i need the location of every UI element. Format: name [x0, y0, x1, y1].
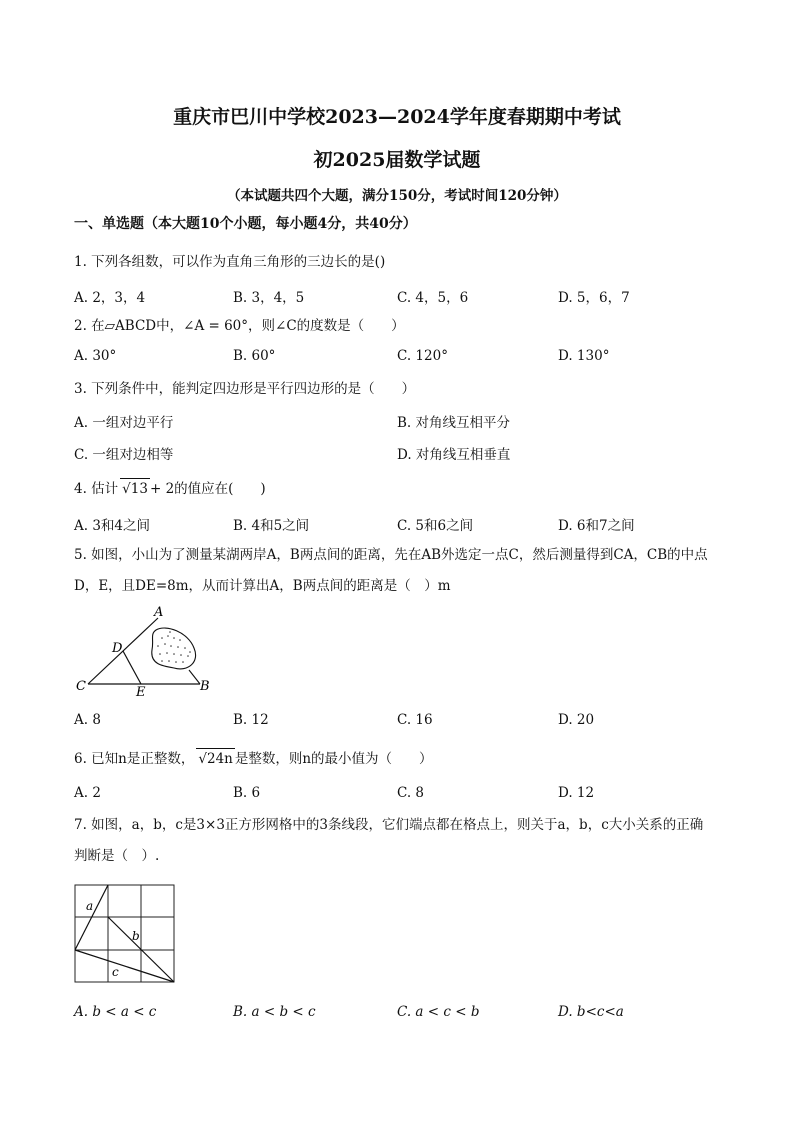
question-6-radicand: 24n [206, 751, 233, 767]
exam-note: （本试题共四个大题，满分150分，考试时间120分钟） [227, 188, 567, 204]
question-1-stem: 1. 下列各组数，可以作为直角三角形的三边长的是() [74, 254, 386, 270]
question-6-option-a: A. 2 [74, 785, 101, 801]
question-1-option-a: A. 2，3，4 [74, 290, 146, 306]
question-5-option-a: A. 8 [74, 712, 101, 728]
question-3-option-b: B. 对角线互相平分 [397, 415, 511, 431]
question-7-option-c: C. a < c < b [397, 1004, 480, 1020]
question-4-stem-suffix: + 2的值应在( ) [149, 481, 266, 497]
question-2-option-d: D. 130° [558, 348, 610, 364]
label-c: C [76, 679, 86, 694]
label-a: A [154, 606, 164, 620]
question-5-option-d: D. 20 [558, 712, 595, 728]
question-4-option-a: A. 3和4之间 [74, 518, 151, 534]
question-4-stem [74, 478, 266, 499]
question-4-option-b: B. 4和5之间 [233, 518, 310, 534]
question-6-option-c: C. 8 [397, 785, 425, 801]
label-b: B [200, 679, 210, 694]
segment-shore-b [189, 670, 200, 684]
segment-c [75, 950, 174, 982]
label-e: E [136, 685, 146, 696]
question-6-stem-prefix: 6. 已知n是正整数， [74, 751, 195, 767]
section-heading: 一、单选题（本大题10个小题，每小题4分，共40分） [74, 216, 417, 232]
question-1-option-c: C. 4，5，6 [397, 290, 469, 306]
question-3-option-d: D. 对角线互相垂直 [397, 447, 511, 463]
lake-shape [152, 628, 196, 669]
question-7-stem: 7. 如图，a，b，c是3×3正方形网格中的3条线段，它们端点都在格点上，则关于a，b，c大小关系的正确判断是（ ）. [74, 817, 704, 864]
question-6-sqrt: √24n [196, 748, 234, 769]
question-6-option-d: D. 12 [558, 785, 595, 801]
question-2-option-b: B. 60° [233, 348, 276, 364]
question-4-sqrt: √13 [120, 478, 150, 499]
question-1-option-d: D. 5，6，7 [558, 290, 630, 306]
question-1-option-b: B. 3，4，5 [233, 290, 305, 306]
question-3-stem: 3. 下列条件中，能判定四边形是平行四边形的是（ ） [74, 381, 416, 397]
question-3-option-a: A. 一组对边平行 [74, 415, 174, 431]
question-2-option-a: A. 30° [74, 348, 117, 364]
segment-de [123, 651, 141, 684]
question-4-option-d: D. 6和7之间 [558, 518, 635, 534]
question-7-option-b: B. a < b < c [233, 1004, 316, 1020]
label-segment-b: b [132, 929, 140, 943]
question-6-stem-suffix: 是整数，则n的最小值为（ ） [234, 751, 433, 767]
question-7-option-d: D. b<c<a [558, 1004, 624, 1020]
question-7-option-a: A. b < a < c [74, 1004, 157, 1020]
question-2-option-c: C. 120° [397, 348, 448, 364]
question-5-option-b: B. 12 [233, 712, 269, 728]
question-2-stem: 2. 在▱ABCD中，∠A = 60°，则∠C的度数是（ ） [74, 318, 405, 334]
question-6-option-b: B. 6 [233, 785, 261, 801]
label-segment-c: c [112, 965, 119, 979]
question-6-stem [74, 748, 433, 769]
exam-subtitle: 初2025届数学试题 [313, 149, 481, 171]
question-5-option-c: C. 16 [397, 712, 433, 728]
question-5-figure [70, 606, 220, 696]
question-3-option-c: C. 一组对边相等 [74, 447, 174, 463]
exam-title: 重庆市巴川中学校2023—2024学年度春期期中考试 [173, 106, 621, 128]
question-7-figure [74, 884, 176, 984]
label-segment-a: a [86, 899, 94, 913]
label-d: D [112, 641, 123, 656]
question-4-option-c: C. 5和6之间 [397, 518, 474, 534]
question-5-stem: 5. 如图，小山为了测量某湖两岸A，B两点间的距离，先在AB外选定一点C，然后测量得到CA，CB的中点D，E，且DE=8m，从而计算出A，B两点间的距离是（ ）m [74, 547, 708, 594]
question-4-stem-prefix: 4. 估计 [74, 481, 119, 497]
question-4-radicand: 13 [130, 481, 148, 497]
